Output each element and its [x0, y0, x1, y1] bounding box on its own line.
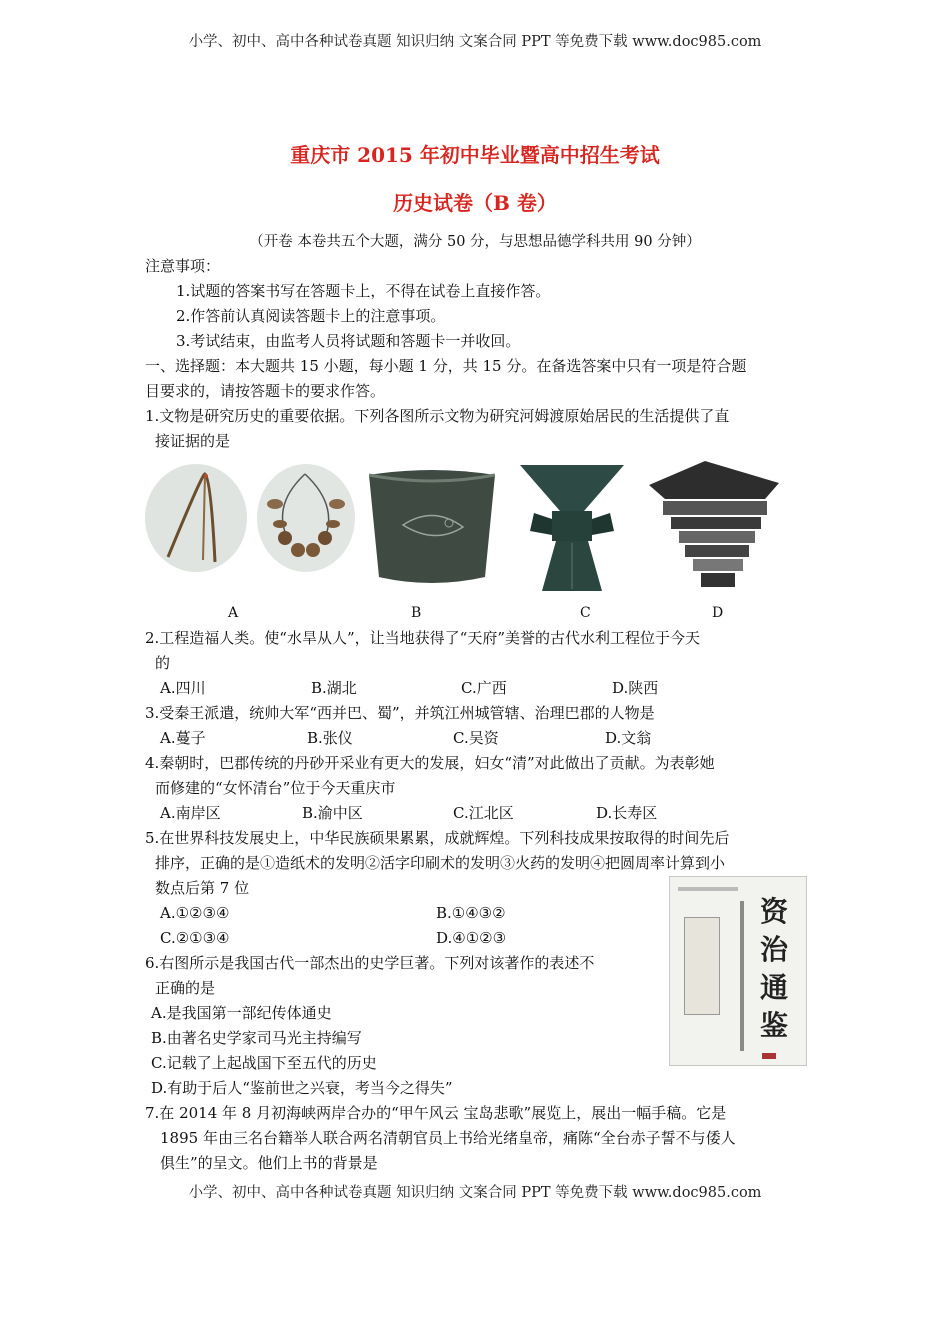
option-a: A.①②③④	[160, 904, 230, 922]
section-instructions: 一、选择题：本大题共 15 小题，每小题 1 分，共 15 分。在备选答案中只有一项是符合题	[145, 357, 747, 375]
option-d: D.陕西	[612, 679, 659, 697]
pottery-bowl-image	[363, 465, 501, 589]
question-7-text: 1895 年由三名台籍举人联合两名清朝官员上书给光绪皇帝，痛陈“全台赤子誓不与倭人	[160, 1129, 736, 1147]
option-c: C.记载了上起战国下至五代的历史	[151, 1054, 377, 1072]
notice-item: 3.考试结束，由监考人员将试题和答题卡一并收回。	[176, 332, 521, 350]
question-6-text: 6.右图所示是我国古代一部杰出的史学巨著。下列对该著作的表述不	[145, 954, 595, 972]
question-5-text: 数点后第 7 位	[155, 879, 250, 897]
mortise-tenon-structure-image	[645, 455, 783, 595]
option-c: C.广西	[461, 679, 507, 697]
question-7-text: 7.在 2014 年 8 月初海峡两岸合办的“甲午风云 宝岛悲歌”展览上，展出一幅手稿。它是	[145, 1104, 727, 1122]
option-label-b: B	[411, 605, 422, 621]
option-a: A.南岸区	[160, 804, 221, 822]
question-5-text: 5.在世界科技发展史上，中华民族硕果累累，成就辉煌。下列科技成果按取得的时间先后	[145, 829, 730, 847]
question-4-text: 而修建的“女怀清台”位于今天重庆市	[155, 779, 396, 797]
paper-subtitle: 历史试卷（B 卷）	[393, 191, 557, 215]
option-c: C.江北区	[453, 804, 514, 822]
option-b: B.①④③②	[436, 904, 506, 922]
option-c: C.吴资	[453, 729, 499, 747]
notice-heading: 注意事项：	[145, 257, 221, 275]
option-d: D.长寿区	[596, 804, 658, 822]
option-a: A.四川	[160, 679, 206, 697]
option-a: A.蔓子	[160, 729, 206, 747]
section-instructions: 目要求的，请按答题卡的要求作答。	[145, 382, 386, 400]
option-b: B.渝中区	[302, 804, 363, 822]
notice-item: 1.试题的答案书写在答题卡上，不得在试卷上直接作答。	[176, 282, 551, 300]
option-b: B.湖北	[311, 679, 357, 697]
question-4-text: 4.秦朝时，巴郡传统的丹砂开采业有更大的发展，妇女“清”对此做出了贡献。为表彰她	[145, 754, 715, 772]
question-3-text: 3.受秦王派遣，统帅大军“西并巴、蜀”，并筑江州城管辖、治理巴郡的人物是	[145, 704, 655, 722]
question-2-text: 的	[155, 654, 171, 672]
option-c: C.②①③④	[160, 929, 230, 947]
question-7-text: 俱生”的呈文。他们上书的背景是	[160, 1154, 378, 1172]
zizhi-tongjian-book-cover	[669, 876, 807, 1066]
option-a: A.是我国第一部纪传体通史	[151, 1004, 332, 1022]
footer-banner: 小学、初中、高中各种试卷真题 知识归纳 文案合同 PPT 等免费下载 www.doc985.com	[188, 1185, 762, 1201]
option-d: D.文翁	[605, 729, 652, 747]
option-d: D.④①②③	[436, 929, 507, 947]
bead-necklace-image	[255, 462, 357, 574]
option-label-c: C	[580, 605, 591, 621]
bone-needle-image	[143, 462, 249, 574]
option-label-d: D	[712, 605, 724, 621]
question-1-text: 接证据的是	[155, 432, 231, 450]
question-6-text: 正确的是	[155, 979, 216, 997]
question-2-text: 2.工程造福人类。使“水旱从人”，让当地获得了“天府”美誉的古代水利工程位于今天	[145, 629, 700, 647]
question-1-text: 1.文物是研究历史的重要依据。下列各图所示文物为研究河姆渡原始居民的生活提供了直	[145, 407, 730, 425]
book-title: 资治通鉴	[759, 895, 788, 1042]
exam-note: （开卷 本卷共五个大题，满分 50 分，与思想品德学科共用 90 分钟）	[249, 234, 701, 250]
notice-item: 2.作答前认真阅读答题卡上的注意事项。	[176, 307, 446, 325]
option-b: B.由著名史学家司马光主持编写	[151, 1029, 362, 1047]
page-title: 重庆市 2015 年初中毕业暨高中招生考试	[290, 143, 660, 167]
question-5-text: 排序，正确的是①造纸术的发明②活字印刷术的发明③火药的发明④把圆周率计算到小	[155, 854, 726, 872]
option-b: B.张仪	[307, 729, 353, 747]
bronze-zun-image	[512, 463, 632, 595]
header-banner: 小学、初中、高中各种试卷真题 知识归纳 文案合同 PPT 等免费下载 www.doc985.com	[188, 34, 762, 50]
option-d: D.有助于后人“鉴前世之兴衰，考当今之得失”	[151, 1079, 453, 1097]
option-label-a: A	[228, 605, 239, 621]
